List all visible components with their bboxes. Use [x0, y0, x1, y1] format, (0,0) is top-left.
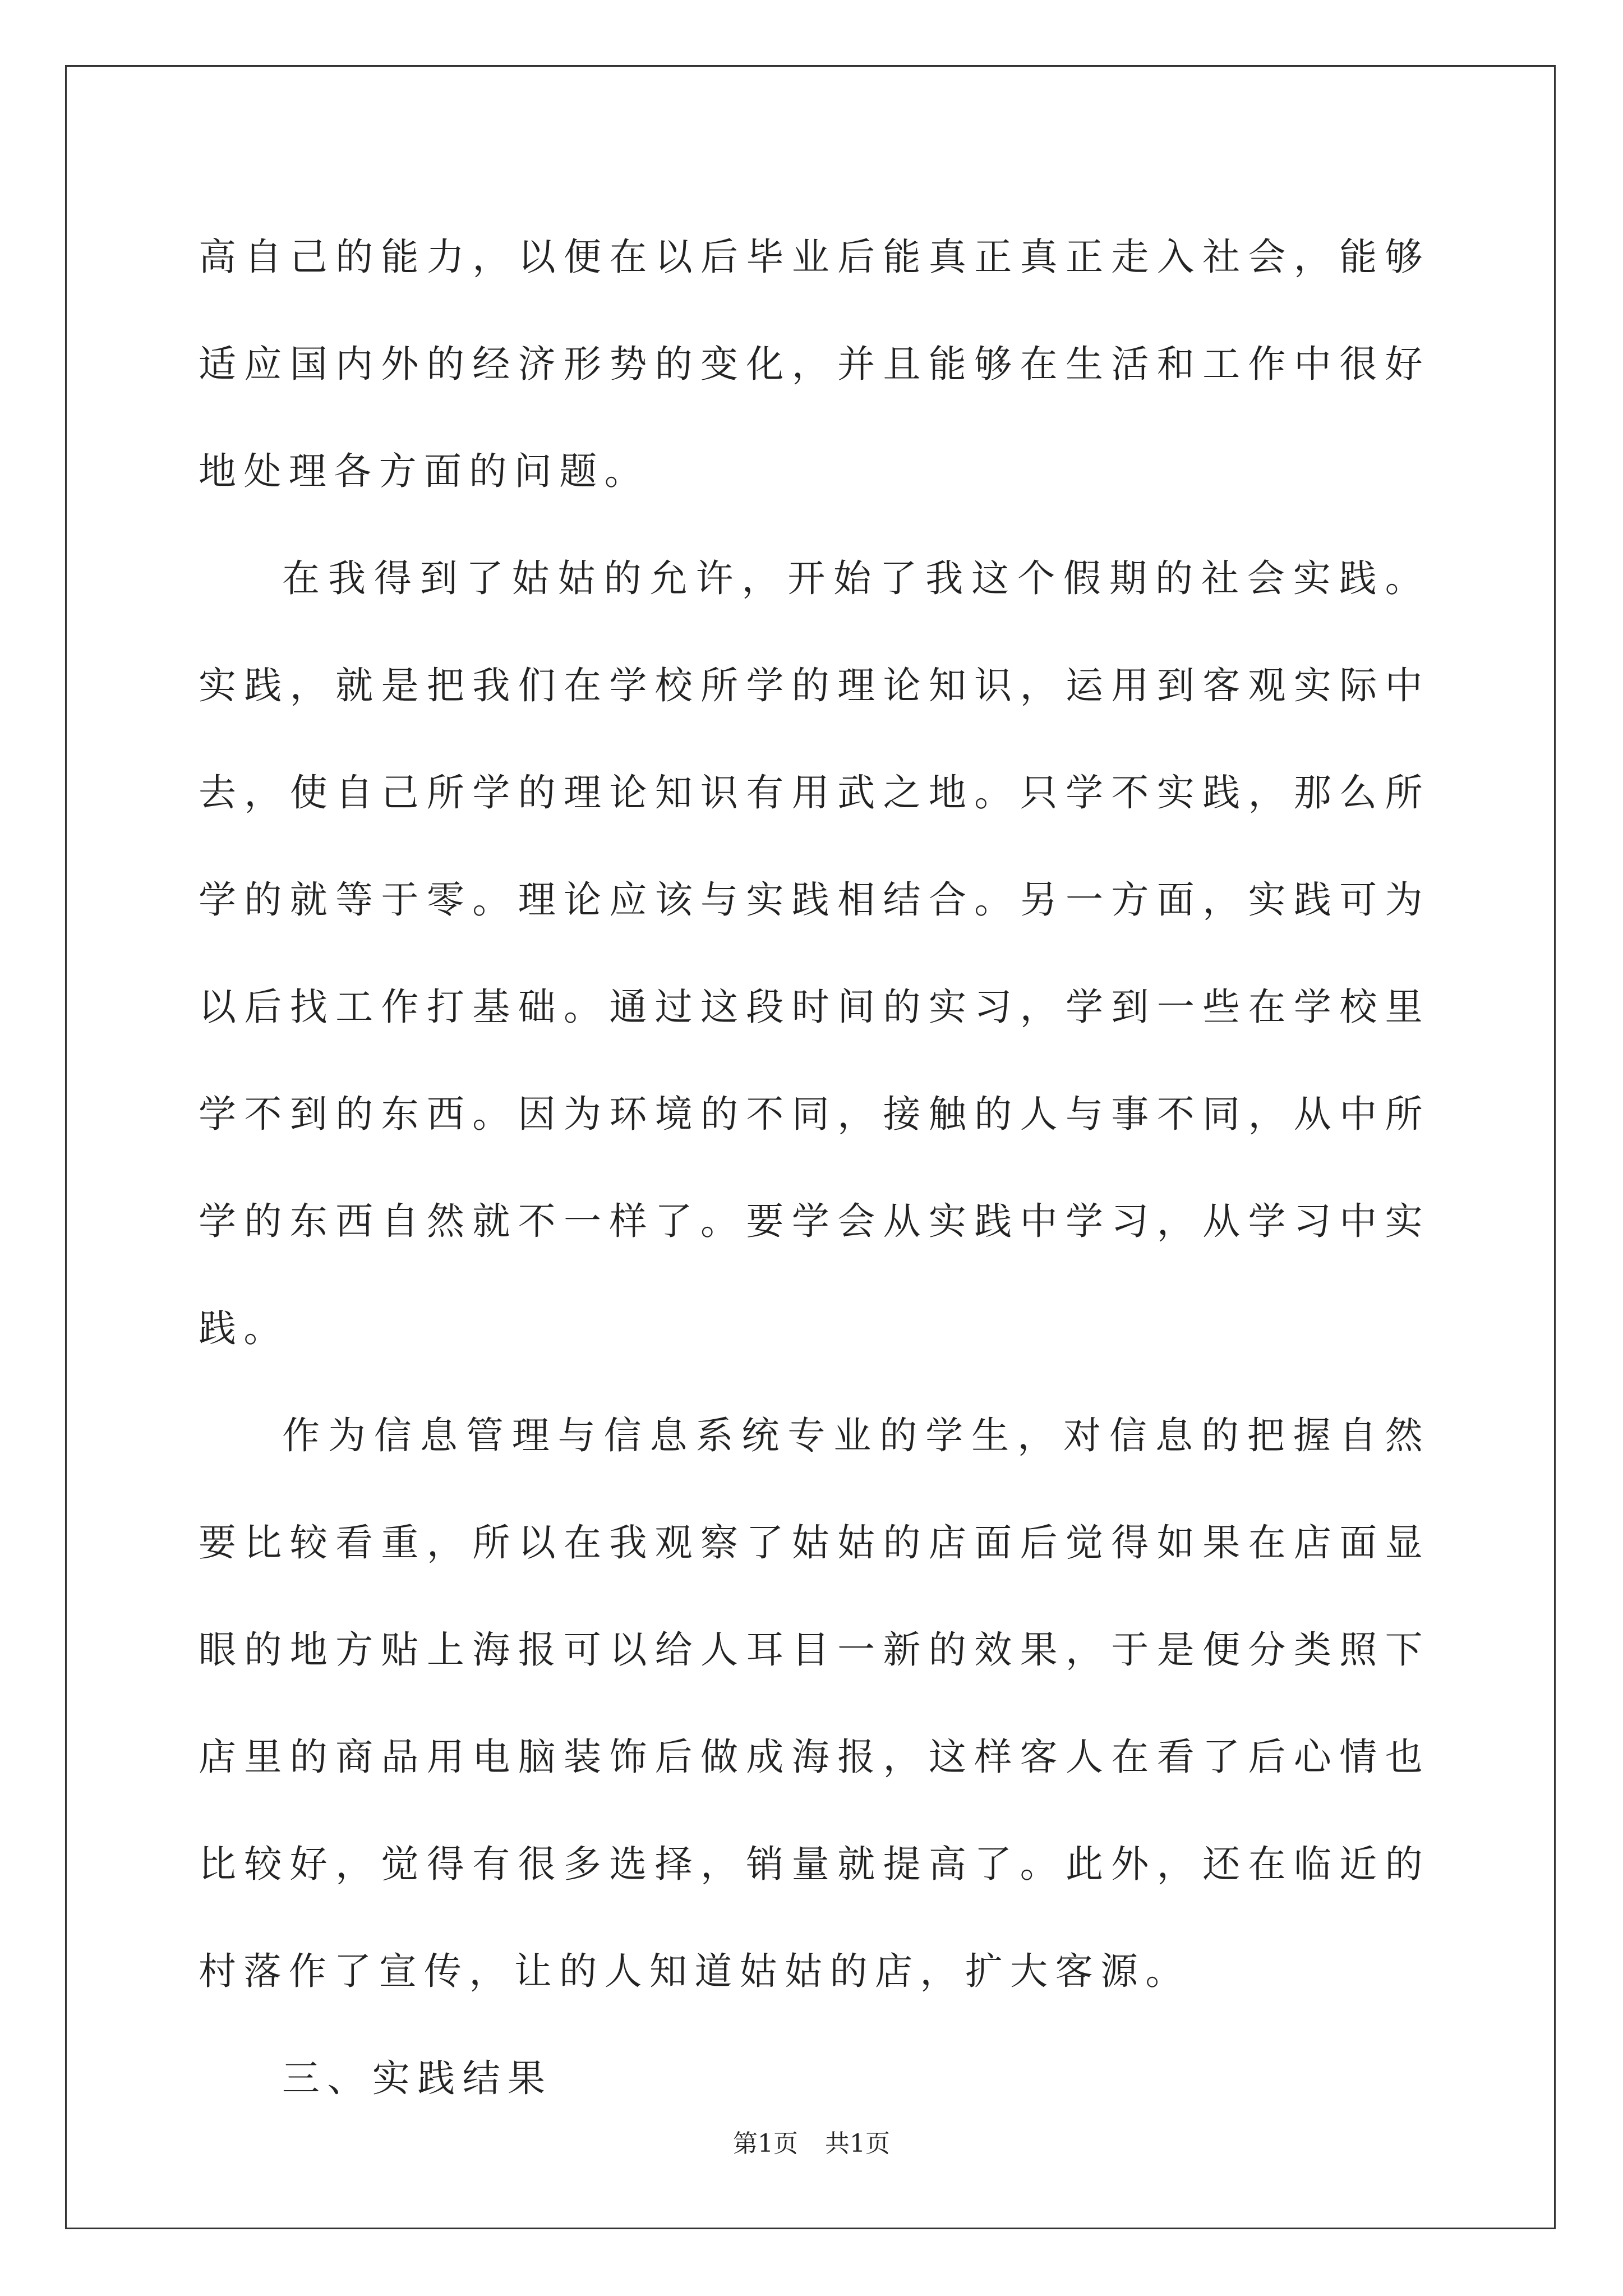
page-total: 共1页 [825, 2129, 890, 2158]
paragraph-1: 高自己的能力，以便在以后毕业后能真正真正走入社会，能够适应国内外的经济形势的变化，并且能够在生活和工作中很好地处理各方面的问题。 [199, 235, 1430, 493]
page-footer [0, 2127, 1623, 2161]
paragraph-3: 作为信息管理与信息系统专业的学生，对信息的把握自然要比较看重，所以在我观察了姑姑的店面后觉得如果在店面显眼的地方贴上海报可以给人耳目一新的效果，于是便分类照下店里的商品用电脑装饰后做成海报，这样客人在看了后心情也比较好，觉得有很多选择，销量就提高了。此外，还在临近的村落作了宣传，让的人知道姑姑的店，扩大客源。 [199, 1414, 1430, 1993]
document-body [199, 204, 1430, 2132]
section-heading: 三、实践结果 [282, 2056, 553, 2100]
paragraph-2: 在我得到了姑姑的允许，开始了我这个假期的社会实践。实践，就是把我们在学校所学的理论知识，运用到客观实际中去，使自己所学的理论知识有用武之地。只学不实践，那么所学的就等于零。理论应该与实践相结合。另一方面，实践可为以后找工作打基础。通过这段时间的实习，学到一些在学校里学不到的东西。因为环境的不同，接触的人与事不同，从中所学的东西自然就不一样了。要学会从实践中学习，从学习中实践。 [199, 556, 1430, 1350]
page-number: 第1页 [733, 2129, 798, 2158]
